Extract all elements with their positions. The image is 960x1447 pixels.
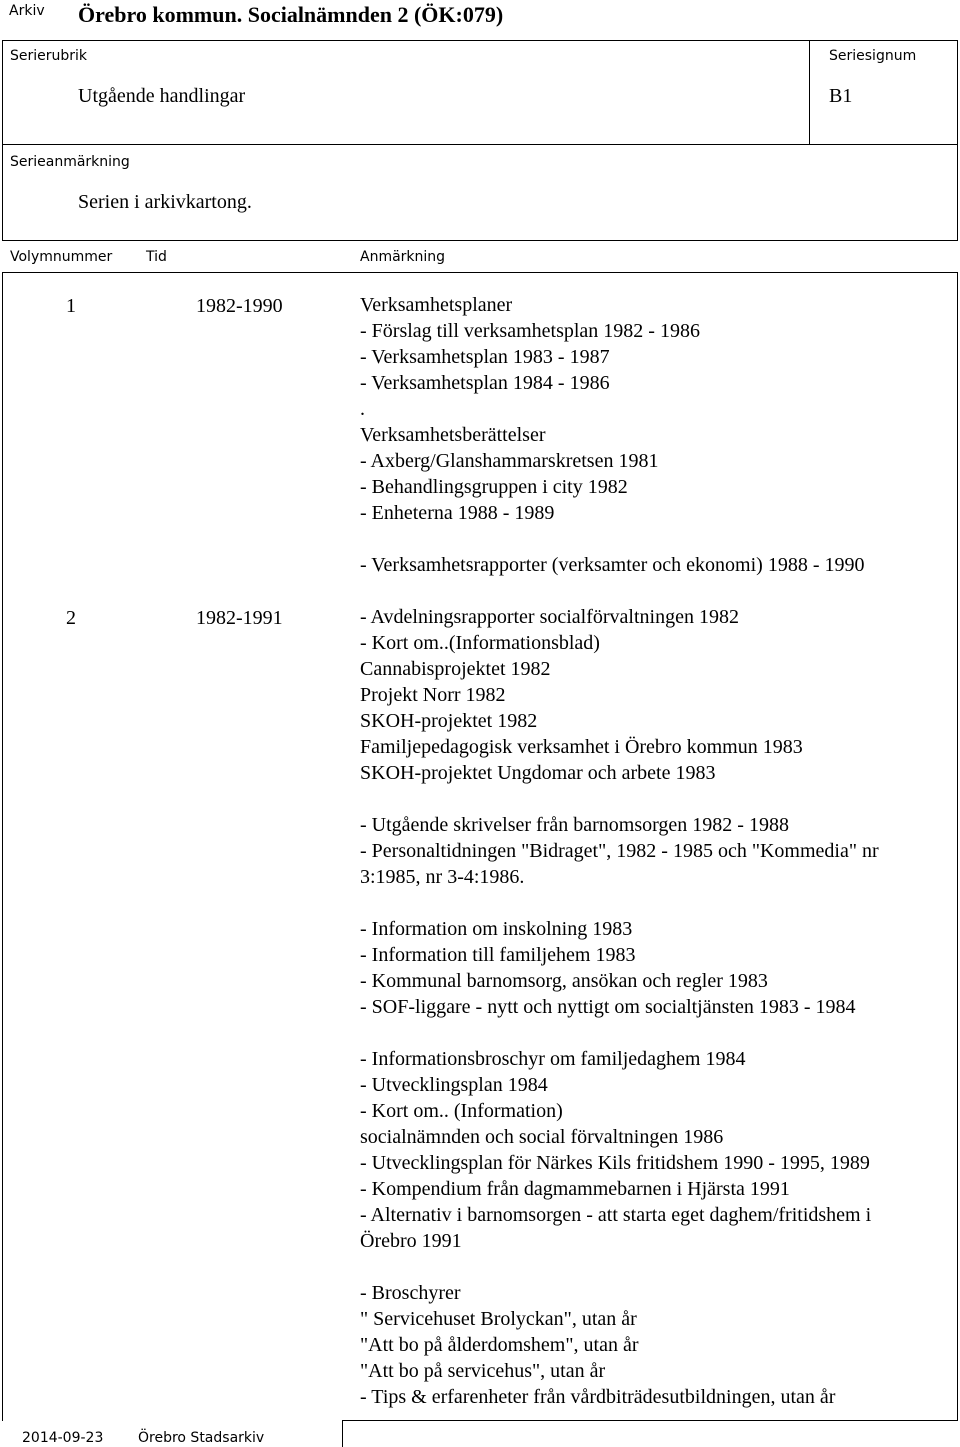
note-line: - Broschyrer bbox=[360, 1282, 461, 1304]
note-line: "Att bo på servicehus", utan år bbox=[360, 1360, 606, 1382]
column-header-volymnummer: Volymnummer bbox=[10, 249, 113, 265]
volume-period: 1982-1991 bbox=[196, 607, 283, 629]
note-line: - Avdelningsrapporter socialförvaltningen 1982 bbox=[360, 606, 739, 628]
note-line: - Verksamhetsplan 1984 - 1986 bbox=[360, 372, 610, 394]
note-line: - Kort om.. (Information) bbox=[360, 1100, 563, 1122]
note-line: - Utvecklingsplan 1984 bbox=[360, 1074, 548, 1096]
note-line: - Information om inskolning 1983 bbox=[360, 918, 633, 940]
body-right-border bbox=[957, 272, 958, 1421]
arkiv-label: Arkiv bbox=[9, 3, 45, 19]
note-line: Familjepedagogisk verksamhet i Örebro kommun 1983 bbox=[360, 736, 803, 758]
column-header-divider bbox=[2, 272, 958, 273]
note-line: - Information till familjehem 1983 bbox=[360, 944, 636, 966]
note-line: - Alternativ i barnomsorgen - att starta eget daghem/fritidshem i bbox=[360, 1204, 872, 1226]
note-line: - Informationsbroschyr om familjedaghem 1984 bbox=[360, 1048, 746, 1070]
serieanmarkning-value: Serien i arkivkartong. bbox=[78, 191, 252, 213]
note-line: - Förslag till verksamhetsplan 1982 - 1986 bbox=[360, 320, 700, 342]
footer-archive-name: Örebro Stadsarkiv bbox=[138, 1430, 265, 1446]
note-line: socialnämnden och social förvaltningen 1986 bbox=[360, 1126, 724, 1148]
note-line: - Tips & erfarenheter från vårdbiträdesutbildningen, utan år bbox=[360, 1386, 836, 1408]
note-line: Projekt Norr 1982 bbox=[360, 684, 506, 706]
note-line: Örebro 1991 bbox=[360, 1230, 462, 1252]
note-line: Verksamhetsplaner bbox=[360, 294, 513, 316]
note-line: SKOH-projektet Ungdomar och arbete 1983 bbox=[360, 762, 716, 784]
seriesignum-value: B1 bbox=[829, 85, 853, 107]
archive-title: Örebro kommun. Socialnämnden 2 (ÖK:079) bbox=[78, 2, 504, 27]
body-bottom-border bbox=[342, 1420, 958, 1421]
volume-number: 1 bbox=[66, 295, 76, 317]
note-line: - Utgående skrivelser från barnomsorgen 1982 - 1988 bbox=[360, 814, 789, 836]
serierubrik-value: Utgående handlingar bbox=[78, 85, 246, 107]
note-line: - Kort om..(Informationsblad) bbox=[360, 632, 600, 654]
note-line: "Att bo på ålderdomshem", utan år bbox=[360, 1334, 639, 1356]
note-line: 3:1985, nr 3-4:1986. bbox=[360, 866, 525, 888]
note-line: SKOH-projektet 1982 bbox=[360, 710, 538, 732]
column-header-tid: Tid bbox=[146, 249, 167, 265]
note-line: - Axberg/Glanshammarskretsen 1981 bbox=[360, 450, 659, 472]
note-line: - Utvecklingsplan för Närkes Kils fritidshem 1990 - 1995, 1989 bbox=[360, 1152, 870, 1174]
note-line: - Kommunal barnomsorg, ansökan och regler 1983 bbox=[360, 970, 768, 992]
seriesignum-label: Seriesignum bbox=[829, 48, 917, 64]
body-bottom-tick bbox=[342, 1420, 343, 1447]
serierubrik-label: Serierubrik bbox=[10, 48, 88, 64]
note-line: - SOF-liggare - nytt och nyttigt om socialtjänsten 1983 - 1984 bbox=[360, 996, 856, 1018]
note-line: - Personaltidningen "Bidraget", 1982 - 1985 och "Kommedia" nr bbox=[360, 840, 879, 862]
note-line: - Kompendium från dagmammebarnen i Hjärsta 1991 bbox=[360, 1178, 790, 1200]
footer-date: 2014-09-23 bbox=[22, 1430, 104, 1446]
note-line: - Verksamhetsrapporter (verksamter och ekonomi) 1988 - 1990 bbox=[360, 554, 865, 576]
note-line: Cannabisprojektet 1982 bbox=[360, 658, 551, 680]
note-line: - Enheterna 1988 - 1989 bbox=[360, 502, 555, 524]
volume-number: 2 bbox=[66, 607, 76, 629]
note-line: " Servicehuset Brolyckan", utan år bbox=[360, 1308, 637, 1330]
note-line: - Behandlingsgruppen i city 1982 bbox=[360, 476, 628, 498]
note-line: Verksamhetsberättelser bbox=[360, 424, 546, 446]
note-line: . bbox=[360, 398, 365, 420]
note-line: - Verksamhetsplan 1983 - 1987 bbox=[360, 346, 610, 368]
serieanmarkning-label: Serieanmärkning bbox=[10, 154, 130, 170]
body-left-border bbox=[2, 272, 3, 1421]
column-header-anmarkning: Anmärkning bbox=[360, 249, 446, 265]
volume-period: 1982-1990 bbox=[196, 295, 283, 317]
